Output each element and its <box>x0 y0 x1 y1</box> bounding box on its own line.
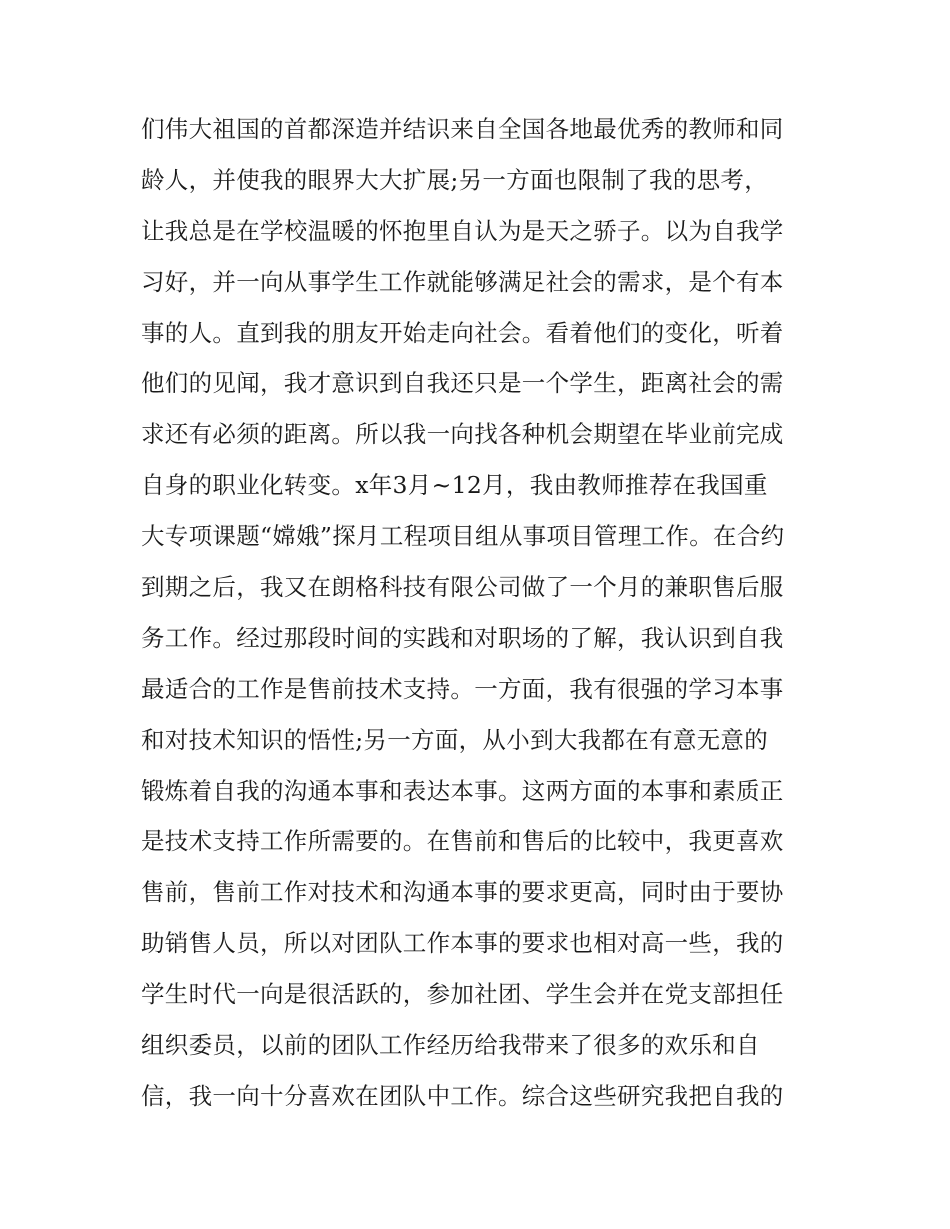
text-line: 组织委员，以前的团队工作经历给我带来了很多的欢乐和自 <box>141 1031 760 1060</box>
text-line: 们伟大祖国的首都深造并结识来自全国各地最优秀的教师和同 <box>141 115 784 143</box>
text-line: 最适合的工作是售前技术支持。一方面，我有很强的学习本事 <box>141 674 784 703</box>
text-line: 信，我一向十分喜欢在团队中工作。综合这些研究我把自我的 <box>141 1081 784 1110</box>
text-line: 锻炼着自我的沟通本事和表达本事。这两方面的本事和素质正 <box>141 776 784 805</box>
text-line: 龄人，并使我的眼界大大扩展;另一方面也限制了我的思考， <box>141 165 769 194</box>
text-line: 售前，售前工作对技术和沟通本事的要求更高，同时由于要协 <box>141 878 784 907</box>
text-line: 自身的职业化转变。x年3月~12月，我由教师推荐在我国重 <box>141 471 768 500</box>
text-line: 助销售人员，所以对团队工作本事的要求也相对高一些，我的 <box>141 929 784 958</box>
text-line: 让我总是在学校温暖的怀抱里自认为是天之骄子。以为自我学 <box>141 216 784 245</box>
text-line: 到期之后，我又在朗格科技有限公司做了一个月的兼职售后服 <box>141 573 784 602</box>
text-line: 务工作。经过那段时间的实践和对职场的了解，我认识到自我 <box>141 623 784 652</box>
text-line: 事的人。直到我的朋友开始走向社会。看着他们的变化，听着 <box>141 318 784 347</box>
text-line: 习好，并一向从事学生工作就能够满足社会的需求，是个有本 <box>141 267 784 296</box>
text-line: 他们的见闻，我才意识到自我还只是一个学生，距离社会的需 <box>141 369 784 398</box>
body-text <box>141 104 821 1122</box>
text-line: 大专项课题“嫦娥”探月工程项目组从事项目管理工作。在合约 <box>141 522 785 551</box>
text-line: 和对技术知识的悟性;另一方面，从小到大我都在有意无意的 <box>141 725 769 754</box>
text-line: 是技术支持工作所需要的。在售前和售后的比较中，我更喜欢 <box>141 827 784 856</box>
text-line: 求还有必须的距离。所以我一向找各种机会期望在毕业前完成 <box>141 420 784 449</box>
text-line: 学生时代一向是很活跃的，参加社团、学生会并在党支部担任 <box>141 980 784 1009</box>
